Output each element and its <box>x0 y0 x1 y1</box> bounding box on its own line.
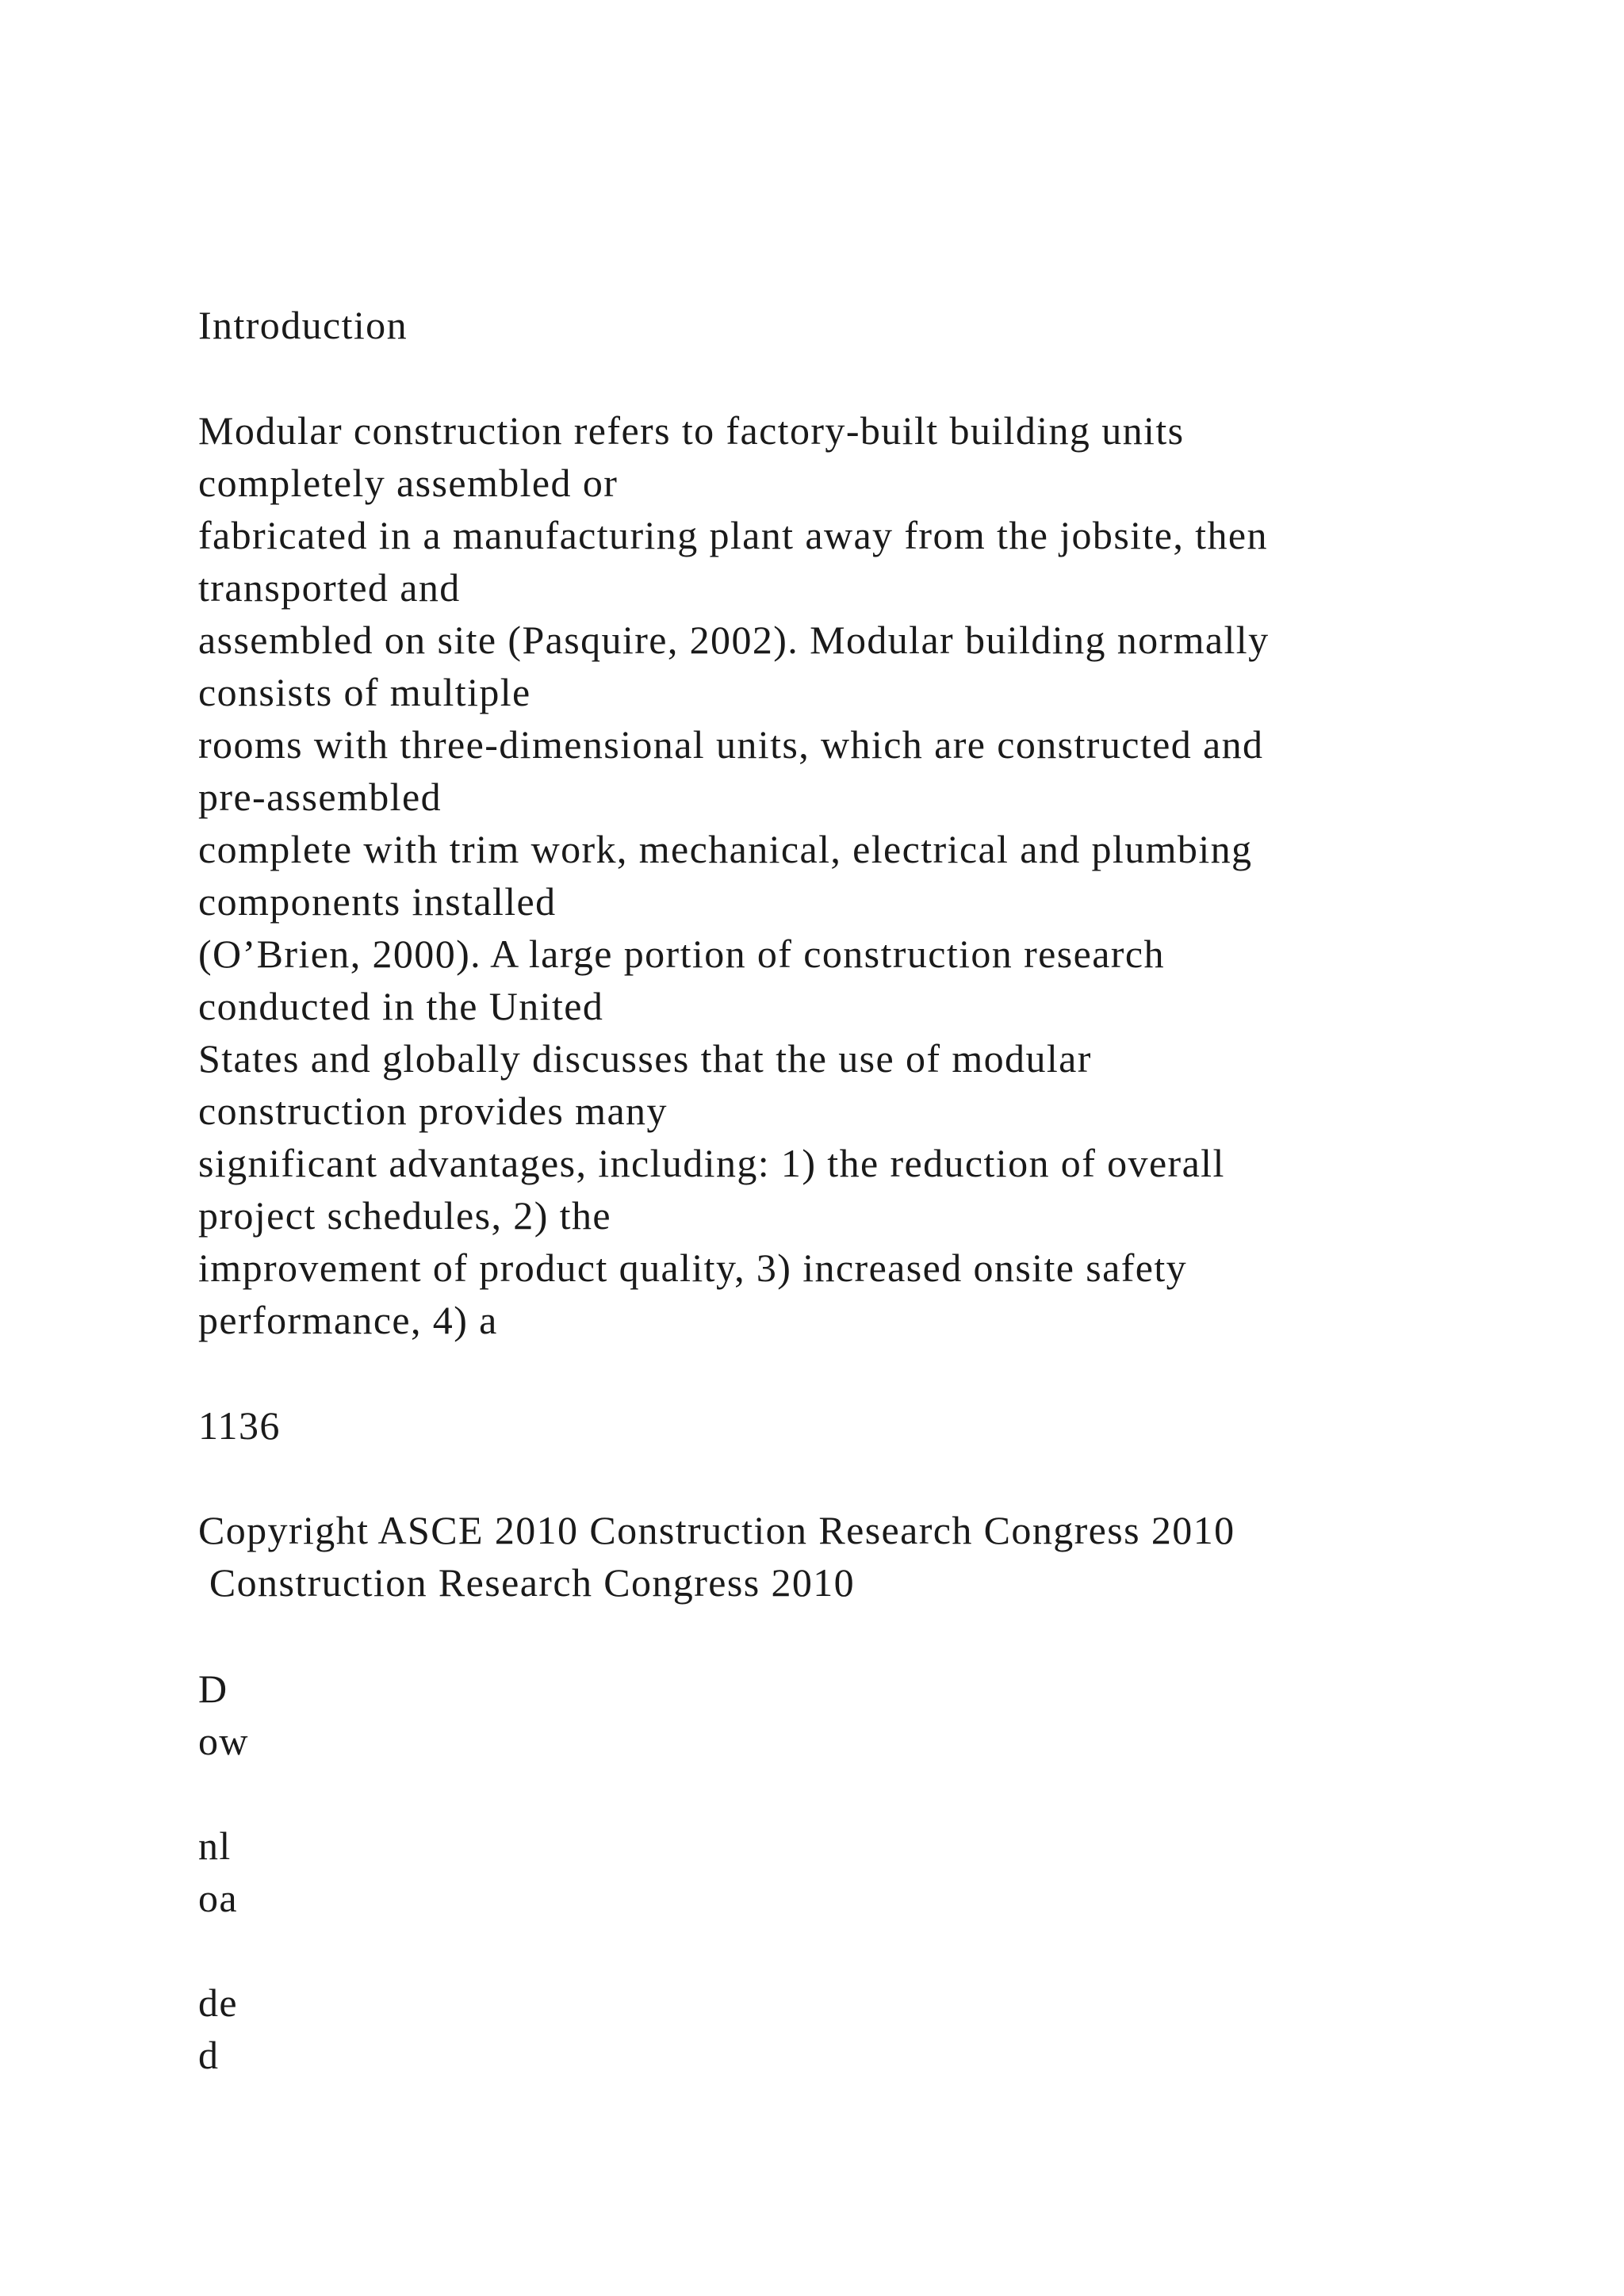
body-line: assembled on site (Pasquire, 2002). Modular building normally <box>198 618 1270 662</box>
body-line: rooms with three-dimensional units, which are constructed and <box>198 722 1264 767</box>
watermark-fragment: de <box>198 1980 238 2025</box>
body-line: completely assembled or <box>198 461 619 505</box>
body-line: consists of multiple <box>198 670 531 714</box>
watermark-fragment: D <box>198 1667 228 1711</box>
body-line: (O’Brien, 2000). A large portion of construction research <box>198 932 1165 976</box>
body-line: States and globally discusses that the use of modular <box>198 1036 1092 1081</box>
watermark-fragment: oa <box>198 1876 238 1920</box>
body-line: pre-assembled <box>198 775 442 819</box>
body-line: improvement of product quality, 3) increased onsite safety <box>198 1246 1188 1290</box>
body-line: conducted in the United <box>198 984 604 1028</box>
body-line: Modular construction refers to factory-built building units <box>198 408 1185 453</box>
copyright-footer: Copyright ASCE 2010 Construction Research Congress 2010 <box>198 1508 1235 1552</box>
body-line: significant advantages, including: 1) the reduction of overall <box>198 1141 1225 1185</box>
section-heading: Introduction <box>198 303 408 347</box>
body-line: project schedules, 2) the <box>198 1193 611 1238</box>
watermark-fragment: ow <box>198 1719 249 1763</box>
watermark-fragment: d <box>198 2033 220 2077</box>
page-number: 1136 <box>198 1403 281 1448</box>
body-line: components installed <box>198 879 557 924</box>
body-line: performance, 4) a <box>198 1298 498 1342</box>
body-line: complete with trim work, mechanical, electrical and plumbing <box>198 827 1253 871</box>
body-line: fabricated in a manufacturing plant away from the jobsite, then <box>198 513 1268 557</box>
body-line: construction provides many <box>198 1089 668 1133</box>
watermark-fragment: nl <box>198 1823 232 1868</box>
conference-footer: Construction Research Congress 2010 <box>198 1560 856 1605</box>
body-line: transported and <box>198 565 461 610</box>
